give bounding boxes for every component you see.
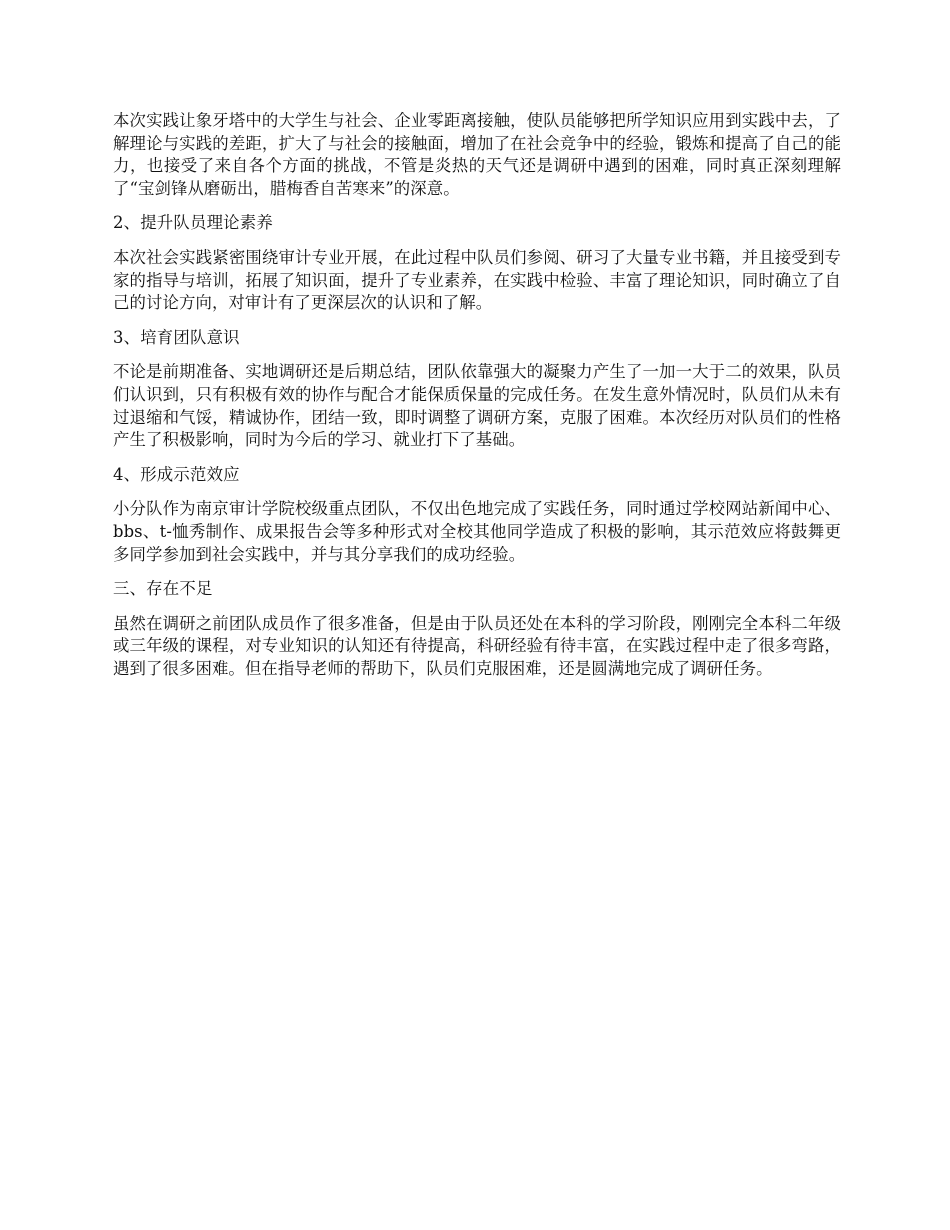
heading-demonstration-effect: 4、形成示范效应	[113, 464, 240, 484]
heading-shortcomings: 三、存在不足	[113, 579, 213, 599]
paragraph-theory-literacy: 本次社会实践紧密围绕审计专业开展，在此过程中队员们参阅、研习了大量专业书籍，并且接受到专家的指导与培训，拓展了知识面，提升了专业素养，在实践中检验、丰富了理论知识，同时确立了自己的讨论方向，对审计有了更深层次的认识和了解。	[113, 247, 841, 313]
paragraph-team-awareness: 不论是前期准备、实地调研还是后期总结，团队依靠强大的凝聚力产生了一加一大于二的效果，队员们认识到，只有积极有效的协作与配合才能保质保量的完成任务。在发生意外情况时，队员们从未有过退缩和气馁，精诚协作，团结一致，即时调整了调研方案，克服了困难。本次经历对队员们的性格产生了积极影响，同时为今后的学习、就业打下了基础。	[113, 362, 841, 450]
document-page	[113, 110, 841, 680]
paragraph-practice-benefits: 本次实践让象牙塔中的大学生与社会、企业零距离接触，使队员能够把所学知识应用到实践中去，了解理论与实践的差距，扩大了与社会的接触面，增加了在社会竞争中的经验，锻炼和提高了自己的能力，也接受了来自各个方面的挑战，不管是炎热的天气还是调研中遇到的困难，同时真正深刻理解了“宝剑锋从磨砺出，腊梅香自苦寒来”的深意。	[113, 111, 841, 198]
heading-theory-literacy: 2、提升队员理论素养	[113, 213, 273, 233]
heading-team-awareness: 3、培育团队意识	[113, 327, 240, 347]
paragraph-demonstration-effect: 小分队作为南京审计学院校级重点团队，不仅出色地完成了实践任务，同时通过学校网站新闻中心、bbs、t-恤秀制作、成果报告会等多种形式对全校其他同学造成了积极的影响，其示范效应将鼓舞更多同学参加到社会实践中，并与其分享我们的成功经验。	[113, 499, 841, 564]
paragraph-shortcomings: 虽然在调研之前团队成员作了很多准备，但是由于队员还处在本科的学习阶段，刚刚完全本科二年级或三年级的课程，对专业知识的认知还有待提高，科研经验有待丰富，在实践过程中走了很多弯路，遇到了很多困难。但在指导老师的帮助下，队员们克服困难，还是圆满地完成了调研任务。	[113, 613, 841, 678]
